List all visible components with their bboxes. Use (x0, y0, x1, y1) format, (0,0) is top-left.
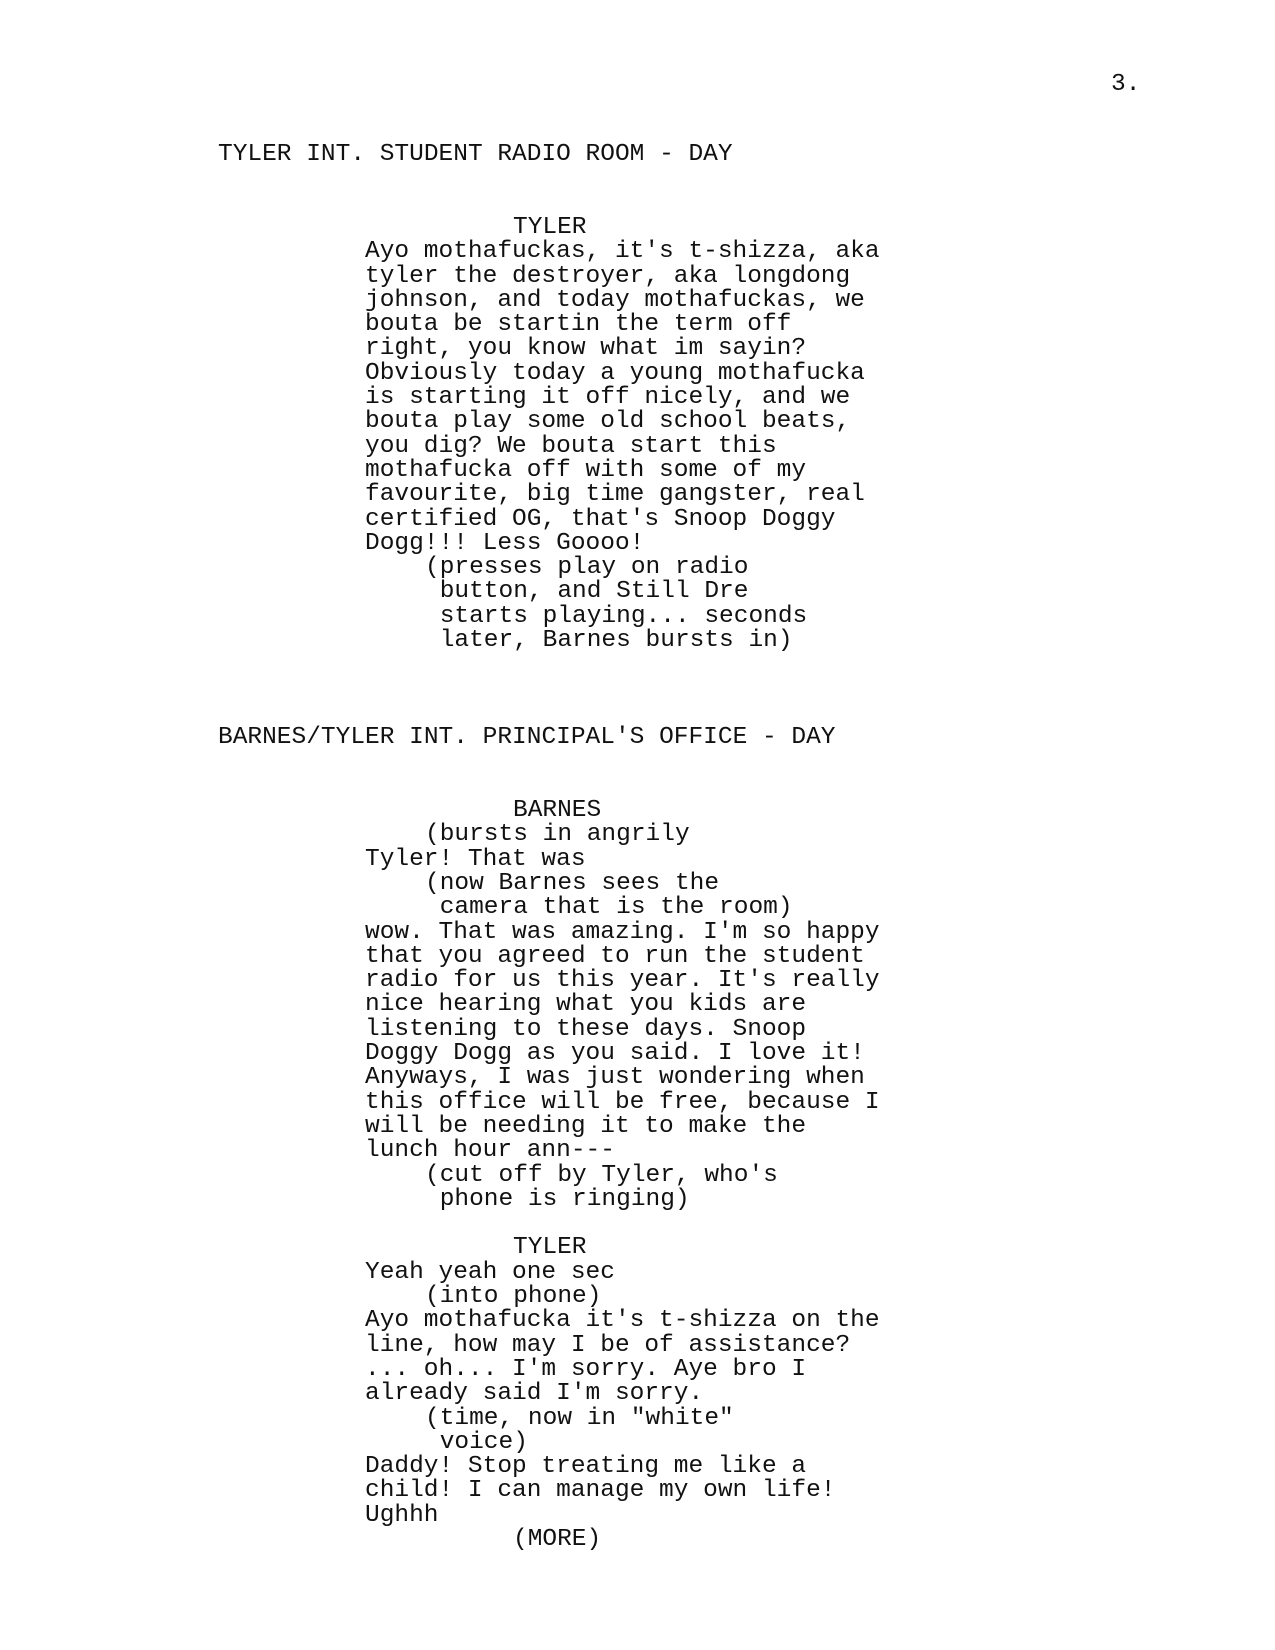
parenthetical-line: (presses play on radio (425, 554, 749, 581)
dialogue-line: Obviously today a young mothafucka (365, 360, 865, 387)
dialogue-line: johnson, and today mothafuckas, we (365, 287, 865, 314)
dialogue-line: Ayo mothafucka it's t-shizza on the (365, 1307, 880, 1334)
dialogue-line: listening to these days. Snoop (365, 1016, 807, 1043)
dialogue-line: Yeah yeah one sec (365, 1259, 615, 1286)
dialogue-line: Dogg!!! Less Goooo! (365, 530, 645, 557)
dialogue-line: ... oh... I'm sorry. Aye bro I (365, 1356, 807, 1383)
dialogue-line: that you agreed to run the student (365, 943, 865, 970)
parenthetical-line: phone is ringing) (425, 1186, 690, 1213)
scene-heading: TYLER INT. STUDENT RADIO ROOM - DAY (218, 141, 733, 168)
dialogue-line: tyler the destroyer, aka longdong (365, 263, 851, 290)
dialogue-line: wow. That was amazing. I'm so happy (365, 919, 880, 946)
dialogue-line: already said I'm sorry. (365, 1380, 704, 1407)
parenthetical-line: (now Barnes sees the (425, 870, 720, 897)
character-name: TYLER (513, 214, 587, 241)
parenthetical-line: later, Barnes bursts in) (425, 627, 793, 654)
dialogue-line: Doggy Dogg as you said. I love it! (365, 1040, 865, 1067)
dialogue-line: line, how may I be of assistance? (365, 1332, 851, 1359)
dialogue-line: this office will be free, because I (365, 1089, 880, 1116)
parenthetical-line: (cut off by Tyler, who's (425, 1162, 778, 1189)
parenthetical-line: voice) (425, 1429, 528, 1456)
scene-heading: BARNES/TYLER INT. PRINCIPAL'S OFFICE - DAY (218, 724, 836, 751)
parenthetical-line: button, and Still Dre (425, 578, 749, 605)
dialogue-line: favourite, big time gangster, real (365, 481, 865, 508)
character-name: BARNES (513, 797, 602, 824)
parenthetical-line: (bursts in angrily (425, 821, 690, 848)
dialogue-line: lunch hour ann--- (365, 1137, 615, 1164)
dialogue-line: will be needing it to make the (365, 1113, 807, 1140)
dialogue-line: nice hearing what you kids are (365, 991, 807, 1018)
dialogue-line: certified OG, that's Snoop Doggy (365, 506, 836, 533)
dialogue-line: Ughhh (365, 1502, 439, 1529)
parenthetical-line: (into phone) (425, 1283, 602, 1310)
dialogue-line: you dig? We bouta start this (365, 433, 777, 460)
dialogue-line: Anyways, I was just wondering when (365, 1064, 865, 1091)
dialogue-line: Tyler! That was (365, 846, 586, 873)
parenthetical-line: starts playing... seconds (425, 603, 808, 630)
dialogue-line: radio for us this year. It's really (365, 967, 880, 994)
page-number: 3. (1111, 71, 1141, 98)
dialogue-line: bouta play some old school beats, (365, 408, 851, 435)
dialogue-line: bouta be startin the term off (365, 311, 792, 338)
dialogue-line: Ayo mothafuckas, it's t-shizza, aka (365, 238, 880, 265)
dialogue-line: right, you know what im sayin? (365, 335, 807, 362)
dialogue-line: Daddy! Stop treating me like a (365, 1453, 807, 1480)
more-marker: (MORE) (513, 1526, 602, 1553)
dialogue-line: child! I can manage my own life! (365, 1477, 836, 1504)
parenthetical-line: (time, now in "white" (425, 1405, 734, 1432)
parenthetical-line: camera that is the room) (425, 894, 793, 921)
dialogue-line: mothafucka off with some of my (365, 457, 807, 484)
character-name: TYLER (513, 1234, 587, 1261)
dialogue-line: is starting it off nicely, and we (365, 384, 851, 411)
